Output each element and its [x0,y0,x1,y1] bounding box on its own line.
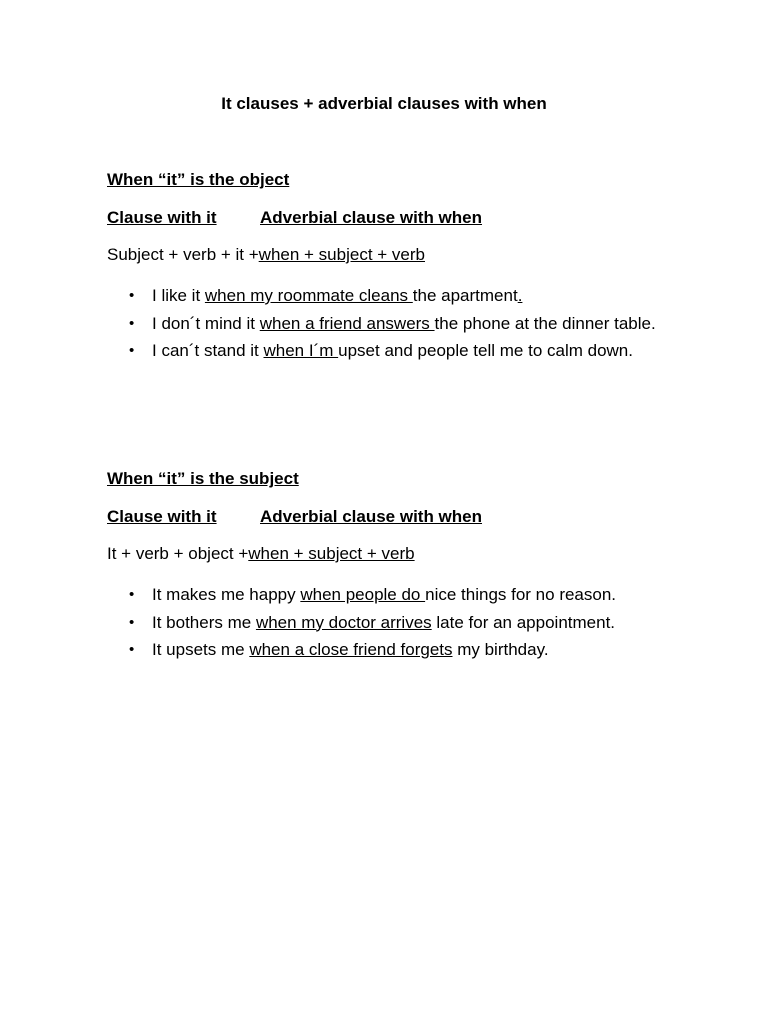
bullet-text: late for an appointment. [431,612,616,632]
list-item [107,310,677,338]
bullet-text: upset and people tell me to calm down. [338,341,633,360]
section1-formula-underlined: when + subject + verb [258,245,425,264]
section2-heading: When “it” is the subject [107,469,299,488]
bullet-text: It upsets me [152,640,250,659]
section2-bullet-list [107,581,677,664]
section1-col-label-clause: Clause with it [107,208,217,227]
bullet-text: my birthday. [452,640,549,659]
bullet-text: It bothers me [152,612,256,632]
bullet-icon: • [129,342,135,359]
section1-heading: When “it” is the object [107,170,290,189]
section2-col-label-clause: Clause with it [107,507,217,526]
section1-column-labels [107,208,567,228]
section1-formula-plain: Subject + verb + it + [107,245,259,264]
bullet-underlined-text: . [517,286,523,305]
document-title: It clauses + adverbial clauses with when [221,94,547,113]
bullet-text: I like it [152,286,205,305]
section2-col-label-adverbial: Adverbial clause with when [260,507,483,526]
bullet-icon: • [129,287,135,304]
list-item [107,581,677,609]
bullet-underlined-text: when I´m [263,341,339,360]
list-item [107,636,677,664]
section1-formula [107,245,425,265]
bullet-underlined-text: when my roommate cleans [204,286,413,305]
bullet-underlined-text: when people do [300,585,426,604]
bullet-icon: • [129,641,135,658]
bullet-text: I can´t stand it [152,341,264,360]
bullet-underlined-text: when my doctor arrives [255,612,432,632]
bullet-text: nice things for no reason. [425,585,617,604]
section2-formula-underlined: when + subject + verb [248,544,415,563]
section2-formula-plain: It + verb + object + [107,544,249,563]
bullet-text: the phone at the dinner table. [434,313,656,333]
bullet-icon: • [129,613,135,631]
bullet-text: It makes me happy [152,585,301,604]
section2-formula [107,544,415,564]
bullet-text: I don´t mind it [152,313,260,333]
bullet-underlined-text: when a friend answers [259,313,435,333]
section1-bullet-list [107,282,677,365]
bullet-text: the apartment [412,286,518,305]
list-item [107,337,677,365]
list-item [107,609,677,637]
section1-col-label-adverbial: Adverbial clause with when [260,208,483,227]
bullet-icon: • [129,586,135,603]
bullet-icon: • [129,314,135,332]
list-item [107,282,677,310]
bullet-underlined-text: when a close friend forgets [249,640,453,659]
section2-column-labels [107,507,567,527]
